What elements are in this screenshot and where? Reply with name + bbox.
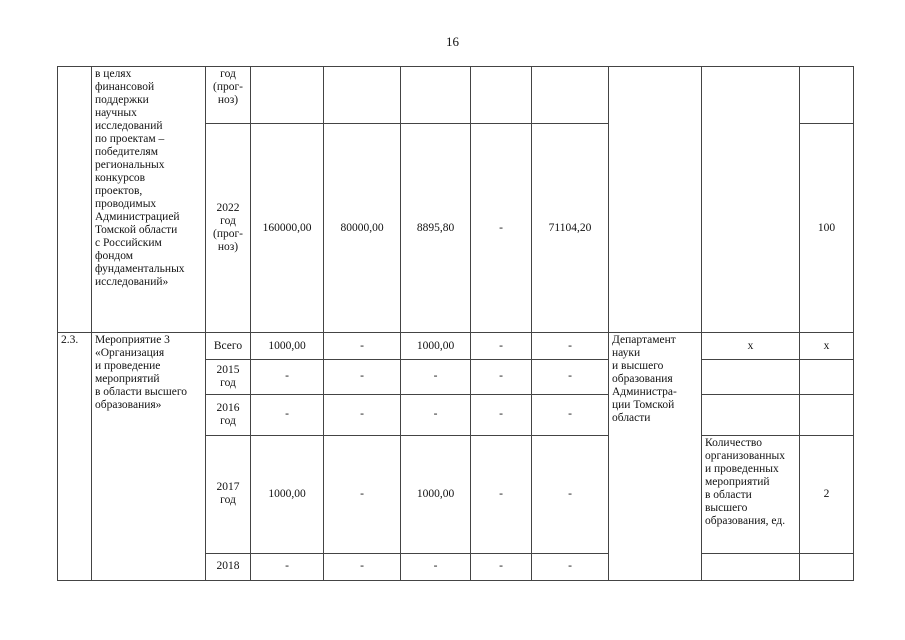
executor-cell: Департамент науки и высшего образования Администра- ции Томской области	[609, 333, 702, 581]
total-cell: 1000,00	[251, 435, 324, 553]
target-cell: 100	[800, 124, 854, 333]
other-cell: -	[532, 360, 609, 394]
federal-cell: -	[324, 394, 401, 435]
item-name-cell: в целях финансовой поддержки научных исследований по проектам – победителям региональных конкурсов проектов, проводимых Администрацией Томской области с Российским фондом фундаментальных исследований»	[92, 67, 206, 333]
regional-cell: 8895,80	[401, 124, 471, 333]
federal-cell: -	[324, 360, 401, 394]
indicator-cell-empty	[702, 553, 800, 580]
year-cell: 2015 год	[206, 360, 251, 394]
year-cell: 2022 год (прог- ноз)	[206, 124, 251, 333]
other-cell: 71104,20	[532, 124, 609, 333]
table-row	[58, 67, 854, 124]
other-cell: -	[532, 394, 609, 435]
total-cell: -	[251, 394, 324, 435]
indicator-cell-empty	[702, 360, 800, 394]
year-cell: 2018	[206, 553, 251, 580]
year-cell: год (прог- ноз)	[206, 67, 251, 124]
federal-cell: 80000,00	[324, 124, 401, 333]
total-cell	[251, 67, 324, 124]
item-name-cell: Мероприятие 3 «Организация и проведение мероприятий в области высшего образования»	[92, 333, 206, 581]
target-cell	[800, 394, 854, 435]
regional-cell: -	[401, 360, 471, 394]
other-cell: -	[532, 333, 609, 360]
local-cell: -	[471, 360, 532, 394]
local-cell: -	[471, 394, 532, 435]
federal-cell: -	[324, 435, 401, 553]
federal-cell: -	[324, 333, 401, 360]
indicator-cell: х	[702, 333, 800, 360]
total-cell: -	[251, 360, 324, 394]
local-cell: -	[471, 435, 532, 553]
year-cell: 2017 год	[206, 435, 251, 553]
federal-cell	[324, 67, 401, 124]
target-cell	[800, 553, 854, 580]
regional-cell	[401, 67, 471, 124]
target-cell: х	[800, 333, 854, 360]
item-number-cell-empty	[58, 67, 92, 333]
table-row	[58, 333, 854, 360]
target-cell: 2	[800, 435, 854, 553]
item-number-cell: 2.3.	[58, 333, 92, 581]
local-cell: -	[471, 553, 532, 580]
regional-cell: -	[401, 394, 471, 435]
indicator-cell-empty	[702, 67, 800, 333]
federal-cell: -	[324, 553, 401, 580]
target-cell	[800, 360, 854, 394]
other-cell: -	[532, 553, 609, 580]
total-cell: 1000,00	[251, 333, 324, 360]
local-cell: -	[471, 333, 532, 360]
executor-cell-empty	[609, 67, 702, 333]
year-cell: Всего	[206, 333, 251, 360]
local-cell: -	[471, 124, 532, 333]
regional-cell: -	[401, 553, 471, 580]
other-cell	[532, 67, 609, 124]
local-cell	[471, 67, 532, 124]
page-number: 16	[446, 34, 459, 49]
regional-cell: 1000,00	[401, 333, 471, 360]
regional-cell: 1000,00	[401, 435, 471, 553]
other-cell: -	[532, 435, 609, 553]
year-cell: 2016 год	[206, 394, 251, 435]
total-cell: 160000,00	[251, 124, 324, 333]
program-table	[57, 66, 854, 581]
indicator-cell-empty	[702, 394, 800, 435]
indicator-cell: Количество организованных и проведенных мероприятий в области высшего образования, ед.	[702, 435, 800, 553]
target-cell	[800, 67, 854, 124]
total-cell: -	[251, 553, 324, 580]
